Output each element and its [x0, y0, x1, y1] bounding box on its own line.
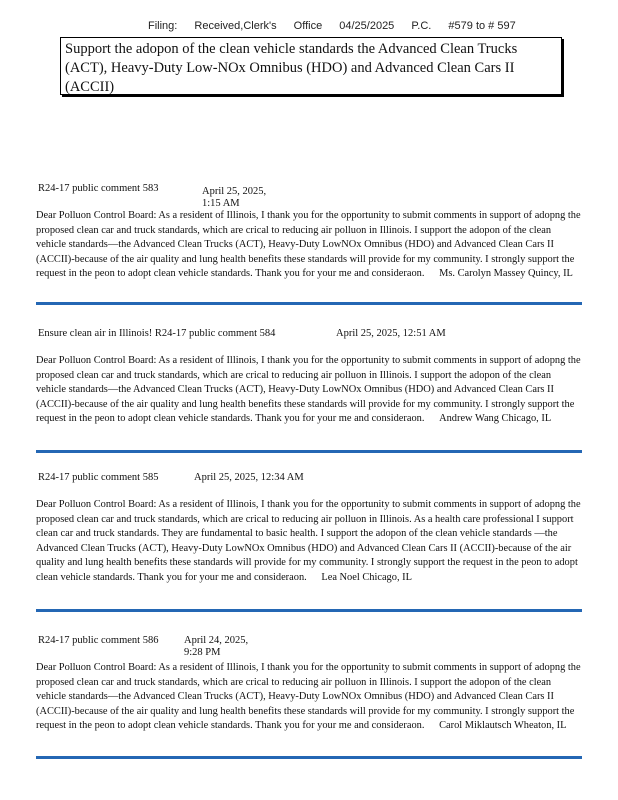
comment-date: [202, 186, 266, 210]
comment-date-line1: April 25, 2025, 12:51 AM: [336, 328, 446, 339]
comment-date: [184, 635, 248, 659]
comment-signer: Carol Miklautsch Wheaton, IL: [439, 720, 567, 732]
document-title: Support the adopon of the clean vehicle standards the Advanced Clean Trucks (ACT), Heavy-Duty Low-NOx Omnibus (HDO) and Advanced Clean Cars II (ACCII): [60, 37, 562, 95]
comment-id: R24-17 public comment 586: [38, 635, 159, 646]
pc-label: P.C.: [411, 20, 432, 32]
comment-signer: Ms. Carolyn Massey Quincy, IL: [439, 268, 573, 280]
comment-date: [336, 328, 446, 340]
comment-583: [36, 183, 582, 282]
office-label: Office: [293, 20, 323, 32]
comment-body: [36, 498, 582, 586]
comment-signer: Lea Noel Chicago, IL: [321, 571, 412, 583]
pc-range: #579 to # 597: [448, 20, 516, 32]
comment-text: Dear Polluon Control Board: As a resident of Illinois, I thank you for the opportunity to submit comments in support of adopng the proposed clean car and truck standards, which are crical to reducing air polluon in Illinois. As a health care professional I support clean car and truck standards. They are fundamental to basic health. I support the adopon of the clean vehicle standards —the Advanced Clean Trucks (ACT), Heavy-Duty LowNOx Omnibus (HDO) and Advanced Clean Cars II (ACCII)-because of the air quality and lung health benefits these standards will provide for my community. I strongly support the request in the peon to adopt clean vehicle standards. Thank you for your me and consideraon.: [36, 499, 581, 583]
comment-date-line1: April 25, 2025, 12:34 AM: [194, 472, 304, 483]
comment-id: R24-17 public comment 585: [38, 472, 159, 483]
comment-date-line1: April 25, 2025,: [202, 186, 267, 197]
divider-rule: [36, 609, 582, 612]
comment-text: Dear Polluon Control Board: As a resident of Illinois, I thank you for the opportunity to submit comments in support of adopng the proposed clean car and truck standards, which are crical to reducing air polluon in Illinois. I support the adopon of the clean vehicle standards—the Advanced Clean Trucks (ACT), Heavy-Duty LowNOx Omnibus (HDO) and Advanced Clean Cars II (ACCII)-because of the air quality and lung health benefits these standards will provide for my community. I strongly support the request in the peon to adopt clean vehicle standards. Thank you for your me and consideraon.: [36, 210, 581, 280]
comment-id: Ensure clean air in Illinois! R24-17 public comment 584: [38, 328, 276, 339]
comment-id: R24-17 public comment 583: [38, 183, 159, 194]
divider-rule: [36, 450, 582, 453]
comment-body: [36, 661, 582, 734]
comment-585: [36, 472, 582, 586]
divider-rule: [36, 302, 582, 305]
comment-date: [194, 472, 304, 484]
comment-date-line1: April 24, 2025,: [184, 635, 249, 646]
comment-body: [36, 354, 582, 427]
comment-body: [36, 209, 582, 282]
comment-date-line2: 1:15 AM: [202, 198, 240, 209]
filing-stamp: [148, 20, 530, 32]
comment-signer: Andrew Wang Chicago, IL: [439, 413, 552, 425]
filing-date: 04/25/2025: [339, 20, 395, 32]
comment-text: Dear Polluon Control Board: As a resident of Illinois, I thank you for the opportunity to submit comments in support of adopng the proposed clean car and truck standards, which are crical to reducing air polluon in Illinois. I support the adopon of the clean vehicle standards—the Advanced Clean Trucks (ACT), Heavy-Duty LowNOx Omnibus (HDO) and Advanced Clean Cars II (ACCII)-because of the air quality and lung health benefits these standards will provide for my community. I strongly support the request in the peon to adopt clean vehicle standards. Thank you for your me and consideraon.: [36, 662, 581, 732]
received-label: Received,Clerk's: [194, 20, 277, 32]
divider-rule: [36, 756, 582, 759]
comment-584: [36, 328, 582, 427]
comment-date-line2: 9:28 PM: [184, 647, 221, 658]
comment-586: [36, 635, 582, 734]
filing-label: Filing:: [148, 20, 178, 32]
comment-text: Dear Polluon Control Board: As a resident of Illinois, I thank you for the opportunity to submit comments in support of adopng the proposed clean car and truck standards, which are crical to reducing air polluon in Illinois. I support the adopon of the clean vehicle standards—the Advanced Clean Trucks (ACT), Heavy-Duty LowNOx Omnibus (HDO) and Advanced Clean Cars II (ACCII)-because of the air quality and lung health benefits these standards will provide for my community. I strongly support the request in the peon to adopt clean vehicle standards. Thank you for your me and consideraon.: [36, 355, 581, 425]
